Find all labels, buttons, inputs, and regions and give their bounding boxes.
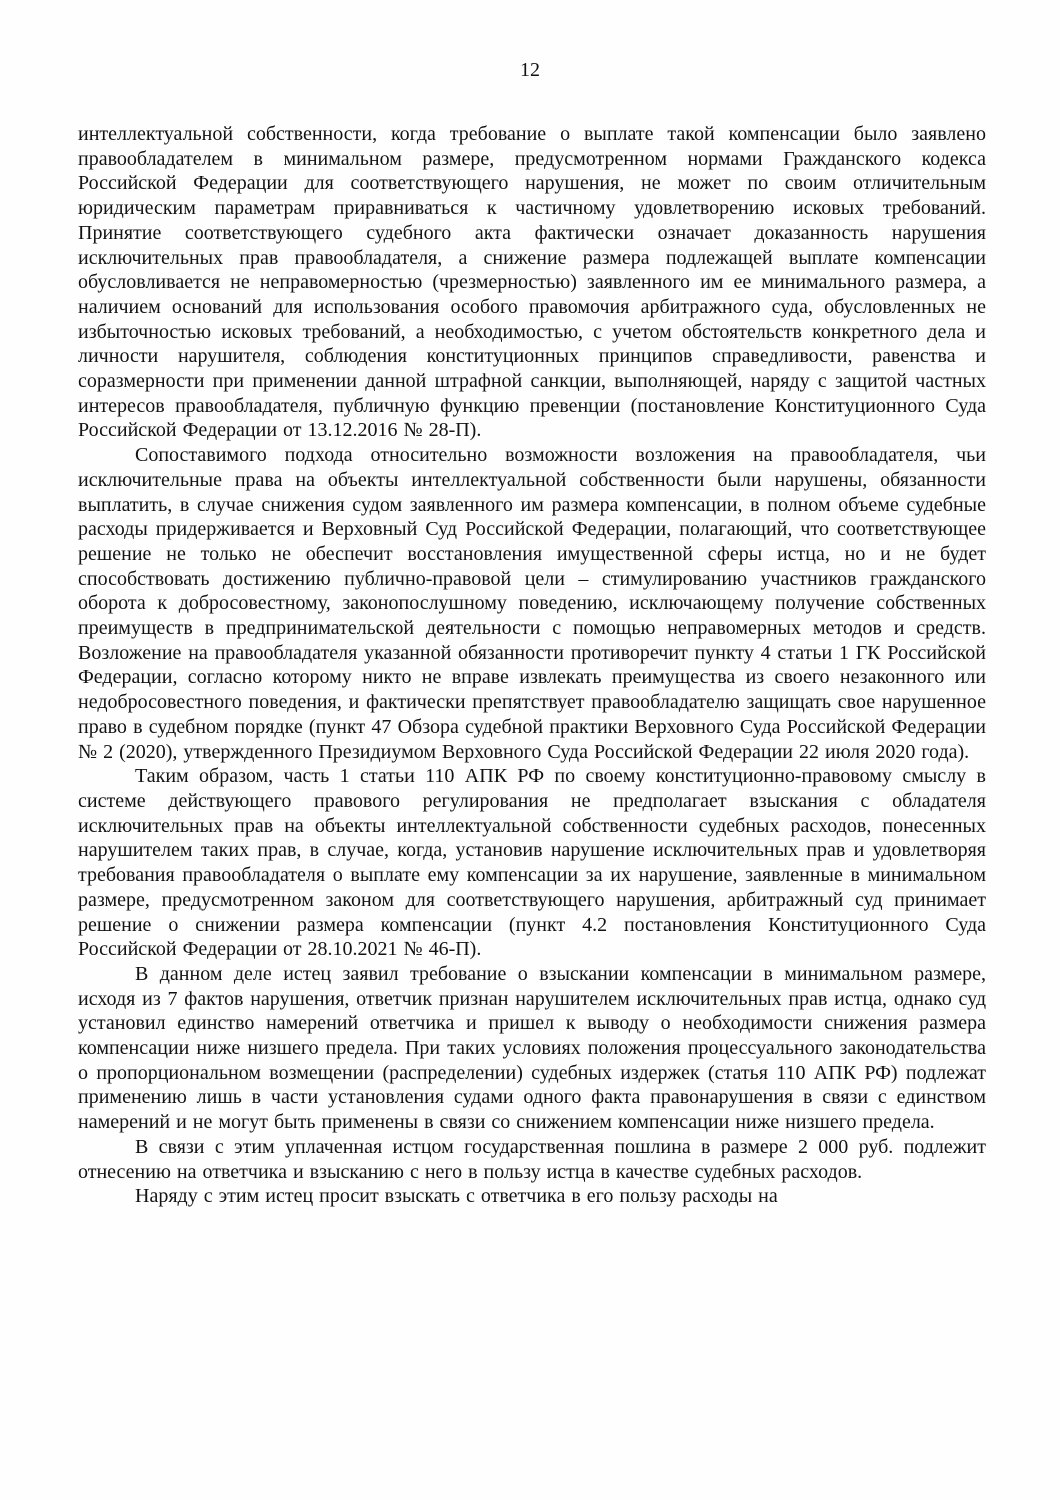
paragraph: Таким образом, часть 1 статьи 110 АПК РФ по своему конституционно-правовому смыслу в системе действующего правового регулирования не предполагает взыскания с обладателя исключительных прав на объекты интеллектуальной собственности судебных расходов, понесенных нарушителем таких прав, в случае, когда, установив нарушение исключительных прав и удовлетворяя требования правообладателя о выплате ему компенсации за их нарушение, заявленные в минимальном размере, предусмотренном законом для соответствующего нарушения, арбитражный суд принимает решение о снижении размера компенсации (пункт 4.2 постановления Конституционного Суда Российской Федерации от 28.10.2021 № 46-П). xyxy=(78,765,986,961)
document-text-body xyxy=(78,122,986,1209)
paragraph: Сопоставимого подхода относительно возможности возложения на правообладателя, чьи исключительные права на объекты интеллектуальной собственности были нарушены, обязанности выплатить, в случае снижения судом заявленного им размера компенсации, в полном объеме судебные расходы придерживается и Верховный Суд Российской Федерации, полагающий, что соответствующее решение не только не обеспечит восстановления имущественной сферы истца, но и не будет способствовать достижению публично-правовой цели – стимулированию участников гражданского оборота к добросовестному, законопослушному поведению, исключающему получение собственных преимуществ в предпринимательской деятельности с помощью неправомерных методов и средств. Возложение на правообладателя указанной обязанности противоречит пункту 4 статьи 1 ГК Российской Федерации, согласно которому никто не вправе извлекать преимущества из своего незаконного или недобросовестного поведения, и фактически препятствует правообладателю защищать свое нарушенное право в судебном порядке (пункт 47 Обзора судебной практики Верховного Суда Российской Федерации № 2 (2020), утвержденного Президиумом Верховного Суда Российской Федерации 22 июля 2020 года). xyxy=(78,444,986,763)
paragraph: Наряду с этим истец просит взыскать с ответчика в его пользу расходы на xyxy=(135,1185,778,1208)
paragraph: В связи с этим уплаченная истцом государственная пошлина в размере 2 000 руб. подлежит отнесению на ответчика и взысканию с него в пользу истца в качестве судебных расходов. xyxy=(78,1135,986,1183)
paragraph-continuation: интеллектуальной собственности, когда требование о выплате такой компенсации было заявлено правообладателем в минимальном размере, предусмотренном нормами Гражданского кодекса Российской Федерации для соответствующего нарушения, не может по своим отличительным юридическим параметрам приравниваться к частичному удовлетворению исковых требований. Принятие соответствующего судебного акта фактически означает доказанность нарушения исключительных прав правообладателя, а снижение размера подлежащей выплате компенсации обусловливается не неправомерностью (чрезмерностью) заявленного им ее минимального размера, а наличием оснований для использования особого правомочия арбитражного суда, обусловленных не избыточностью исковых требований, а необходимостью, с учетом обстоятельств конкретного дела и личности нарушителя, соблюдения конституционных принципов справедливости, равенства и соразмерности при применении данной штрафной санкции, выполняющей, наряду с защитой частных интересов правообладателя, публичную функцию превенции (постановление Конституционного Суда Российской Федерации от 13.12.2016 № 28-П). xyxy=(78,123,986,442)
paragraph: В данном деле истец заявил требование о взыскании компенсации в минимальном размере, исходя из 7 фактов нарушения, ответчик признан нарушителем исключительных прав истца, однако суд установил единство намерений ответчика и пришел к выводу о необходимости снижения размера компенсации ниже низшего предела. При таких условиях положения процессуального законодательства о пропорциональном возмещении (распределении) судебных издержек (статья 110 АПК РФ) подлежат применению лишь в части установления судами одного факта правонарушения в связи с единством намерений и не могут быть применены в связи со снижением компенсации ниже низшего предела. xyxy=(78,962,986,1134)
page-number: 12 xyxy=(520,59,540,81)
